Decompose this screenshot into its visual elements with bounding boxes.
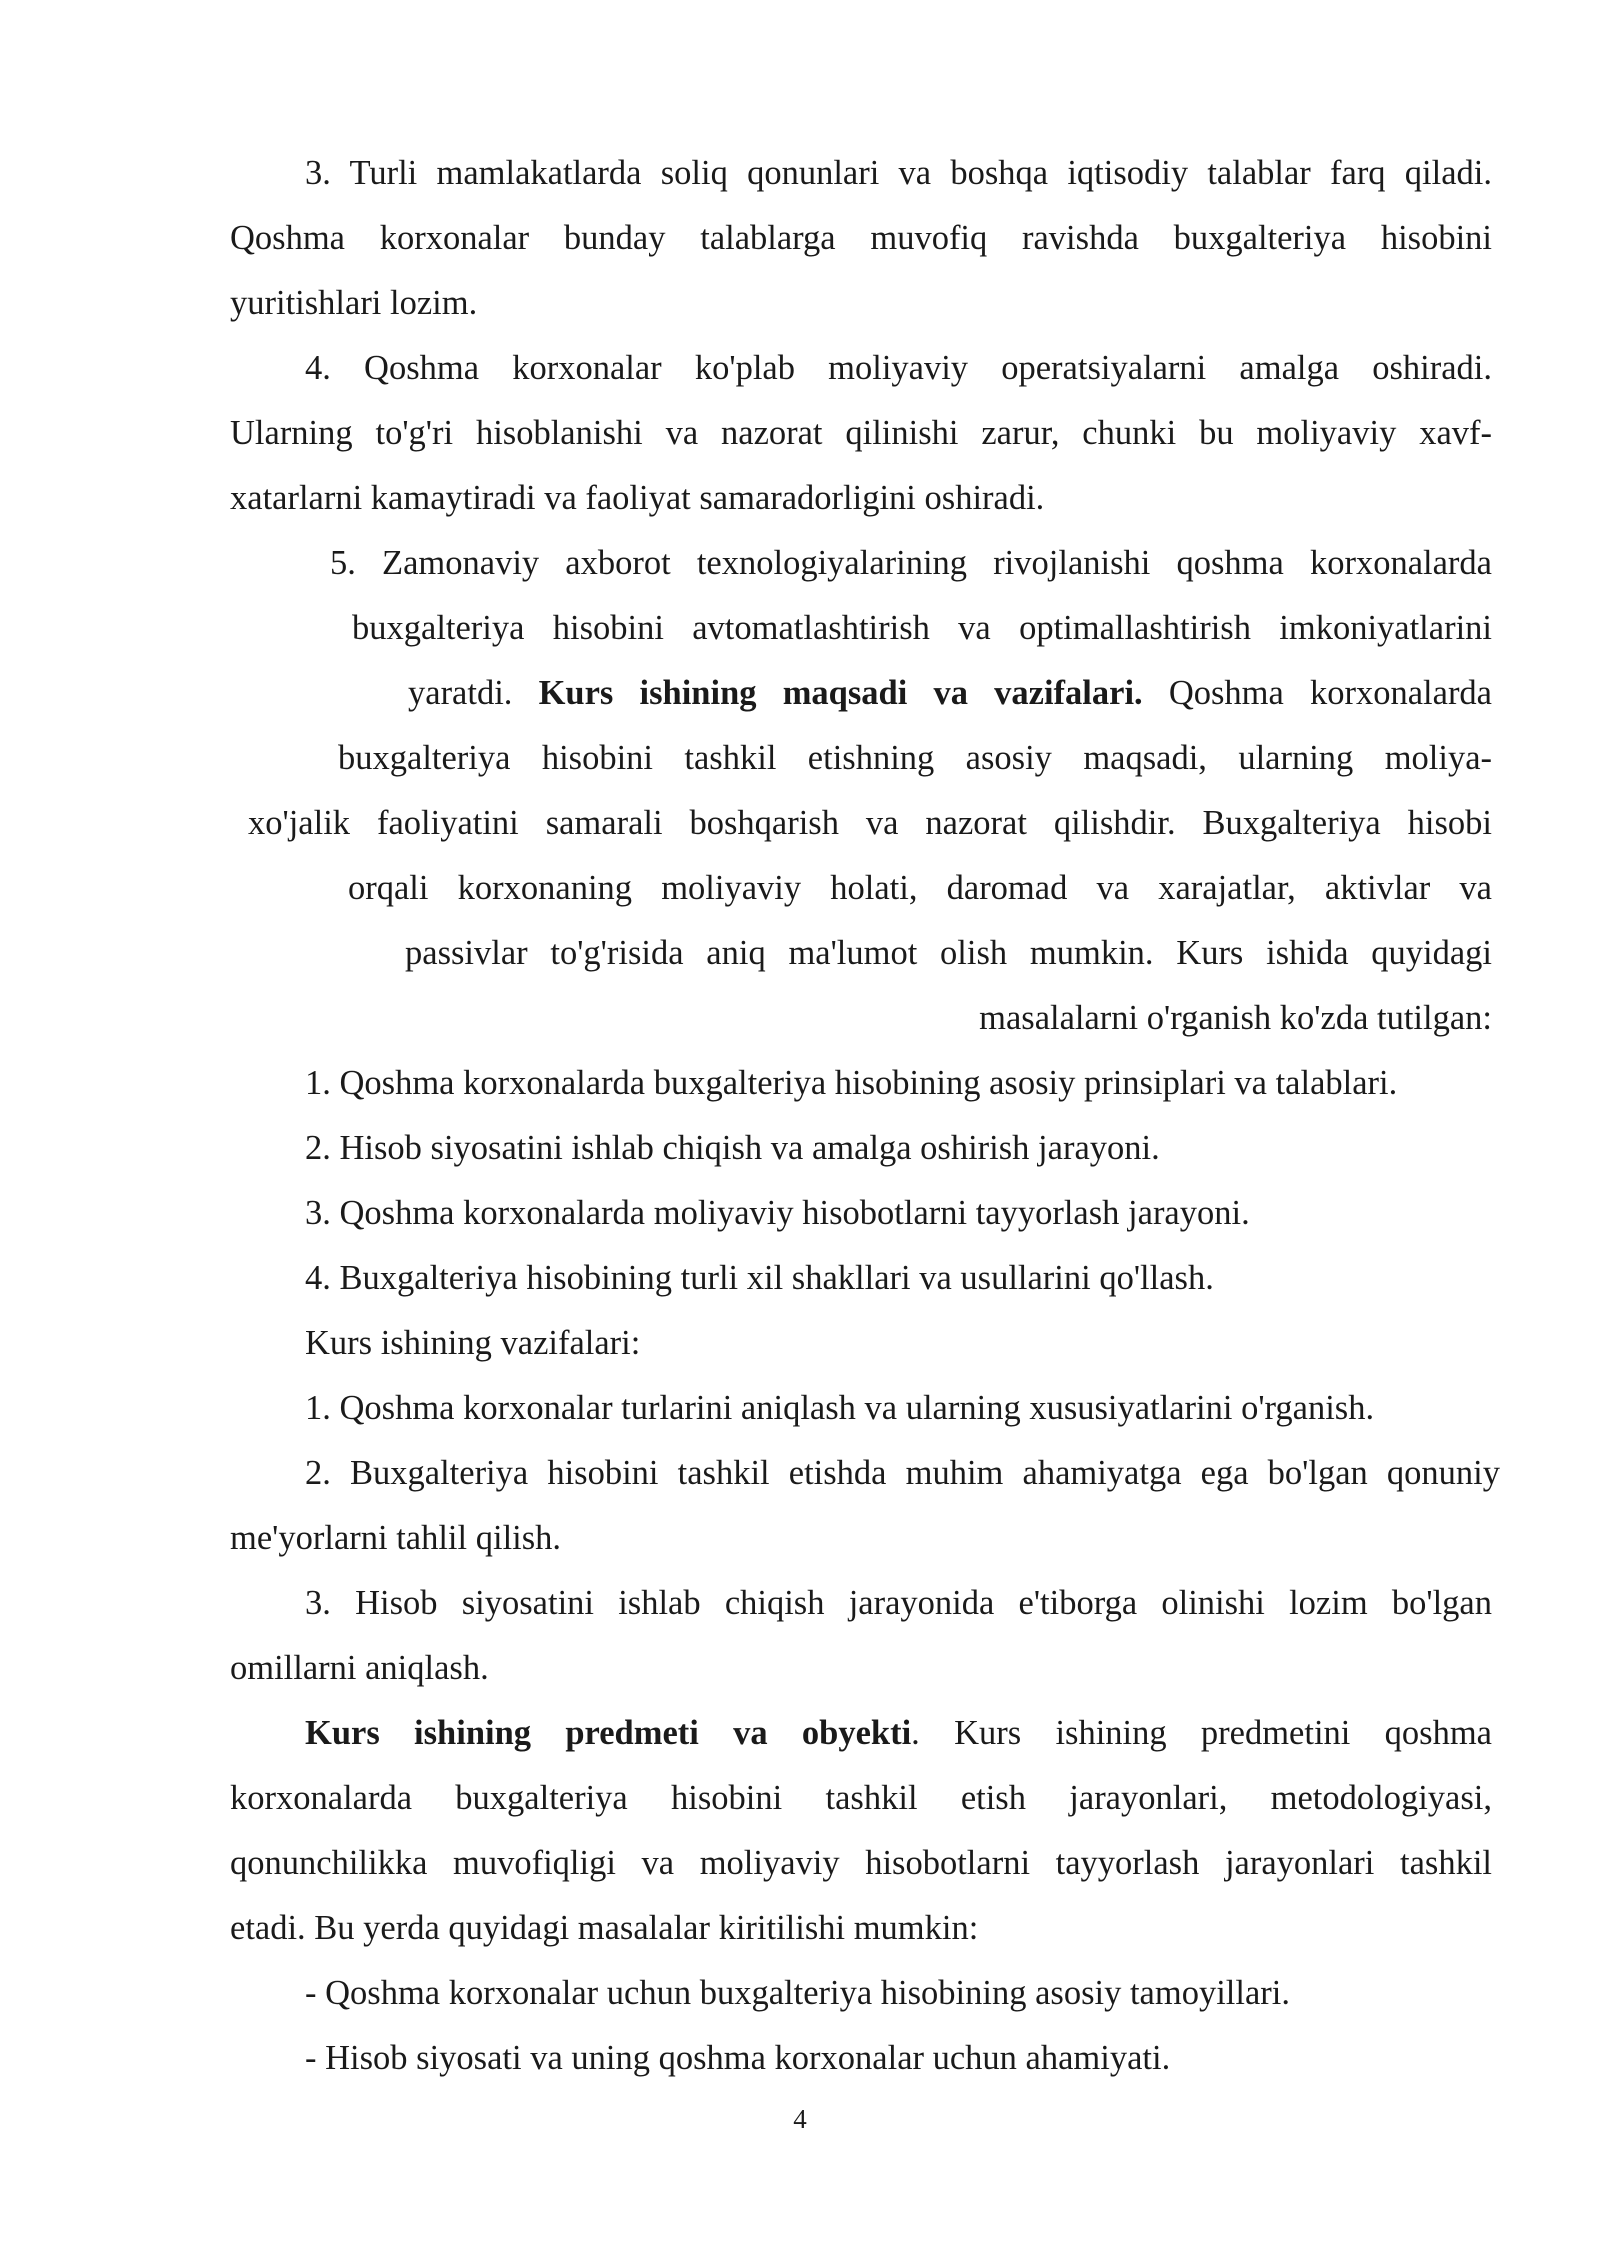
paragraph-3-line-2: buxgalteriya hisobini avtomatlashtirish va optimallashtirish imkoniyatlarini (352, 609, 1492, 647)
tasks-item-2-line-2: me'yorlarni tahlil qilish. (230, 1519, 562, 1557)
subject-paragraph-line-2: korxonalarda buxgalteriya hisobini tashkil etish jarayonlari, metodologiyasi, (230, 1779, 1492, 1817)
paragraph-3-line-4: buxgalteriya hisobini tashkil etishning asosiy maqsadi, ularning moliya- (338, 739, 1492, 777)
tasks-item-3-line-2: omillarni aniqlash. (230, 1649, 489, 1687)
paragraph-3-line-1: 5. Zamonaviy axborot texnologiyalarining rivojlanishi qoshma korxonalarda (330, 544, 1492, 582)
paragraph-3-line-3-suffix: Qoshma korxonalarda (1168, 674, 1492, 712)
tasks-item-1: 1. Qoshma korxonalar turlarini aniqlash va ularning xususiyatlarini o'rganish. (305, 1389, 1375, 1427)
tasks-heading: Kurs ishining vazifalari: (305, 1324, 641, 1362)
paragraph-3-line-5: xo'jalik faoliyatini samarali boshqarish va nazorat qilishdir. Buxgalteriya hisobi (248, 804, 1492, 842)
paragraph-3-line-6: orqali korxonaning moliyaviy holati, daromad va xarajatlar, aktivlar va (348, 869, 1492, 907)
subject-list-item-1: - Qoshma korxonalar uchun buxgalteriya hisobining asosiy tamoyillari. (305, 1974, 1290, 2012)
subject-paragraph-line-3: qonunchilikka muvofiqligi va moliyaviy hisobotlarni tayyorlash jarayonlari tashkil (230, 1844, 1492, 1882)
paragraph-2-line-3: xatarlarni kamaytiradi va faoliyat samaradorligini oshiradi. (230, 479, 1045, 517)
subject-paragraph-line-1 (305, 1710, 1492, 1756)
paragraph-3-line-3 (408, 670, 1492, 716)
goals-list-item-4: 4. Buxgalteriya hisobining turli xil shakllari va usullarini qo'llash. (305, 1259, 1214, 1297)
subject-paragraph-line-1-suffix: . Kurs ishining predmetini qoshma (911, 1714, 1492, 1752)
goals-list-item-2: 2. Hisob siyosatini ishlab chiqish va amalga oshirish jarayoni. (305, 1129, 1160, 1167)
section-heading-goals: Kurs ishining maqsadi va vazifalari. (538, 674, 1143, 712)
page-number: 4 (793, 2104, 807, 2134)
section-heading-subject: Kurs ishining predmeti va obyekti (305, 1714, 912, 1752)
subject-list-item-2: - Hisob siyosati va uning qoshma korxonalar uchun ahamiyati. (305, 2039, 1171, 2077)
paragraph-1-line-2: Qoshma korxonalar bunday talablarga muvofiq ravishda buxgalteriya hisobini (230, 219, 1492, 257)
paragraph-3-line-7: passivlar to'g'risida aniq ma'lumot olish mumkin. Kurs ishida quyidagi (405, 934, 1492, 972)
paragraph-1-line-3: yuritishlari lozim. (230, 284, 478, 322)
tasks-item-2-line-1: 2. Buxgalteriya hisobini tashkil etishda muhim ahamiyatga ega bo'lgan qonuniy (305, 1454, 1500, 1492)
goals-list-item-1: 1. Qoshma korxonalarda buxgalteriya hisobining asosiy prinsiplari va talablari. (305, 1064, 1398, 1102)
paragraph-2-line-2: Ularning to'g'ri hisoblanishi va nazorat qilinishi zarur, chunki bu moliyaviy xavf- (230, 414, 1492, 452)
paragraph-3-line-8: masalalarni o'rganish ko'zda tutilgan: (979, 999, 1492, 1037)
paragraph-3-line-3-prefix: yaratdi. (408, 674, 513, 712)
tasks-item-3-line-1: 3. Hisob siyosatini ishlab chiqish jarayonida e'tiborga olinishi lozim bo'lgan (305, 1584, 1492, 1622)
paragraph-1-line-1: 3. Turli mamlakatlarda soliq qonunlari va boshqa iqtisodiy talablar farq qiladi. (305, 154, 1492, 192)
goals-list-item-3: 3. Qoshma korxonalarda moliyaviy hisobotlarni tayyorlash jarayoni. (305, 1194, 1250, 1232)
paragraph-2-line-1: 4. Qoshma korxonalar ko'plab moliyaviy operatsiyalarni amalga oshiradi. (305, 349, 1492, 387)
subject-paragraph-line-4: etadi. Bu yerda quyidagi masalalar kiritilishi mumkin: (230, 1909, 979, 1947)
